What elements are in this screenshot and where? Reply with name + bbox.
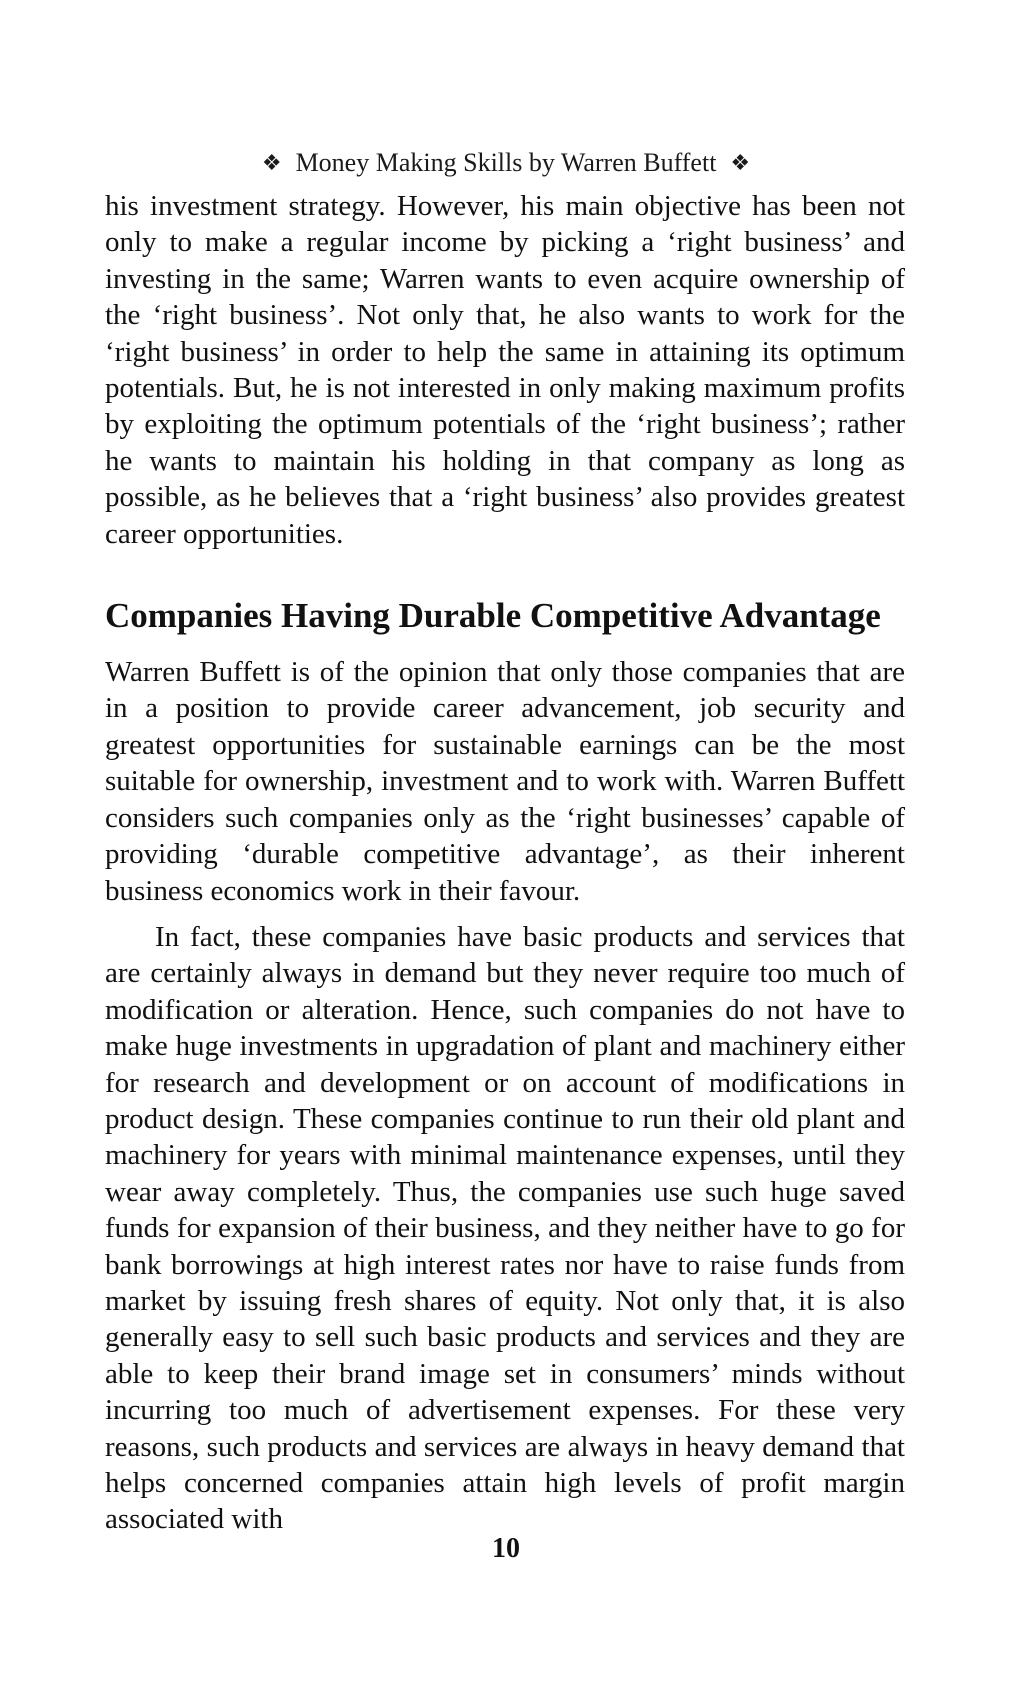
page-number: 10	[492, 1533, 520, 1564]
page-body	[105, 188, 905, 1538]
paragraph-section-2: In fact, these companies have basic products and services that are certainly always in demand but they never require too much of modification or alteration. Hence, such companies do not have to make huge investments in upgradation of plant and machinery either for research and development or on account of modifications in product design. These companies continue to run their old plant and machinery for years with minimal maintenance expenses, until they wear away completely. Thus, the companies use such huge saved funds for expansion of their business, and they neither have to go for bank borrowings at high interest rates nor have to raise funds from market by issuing fresh shares of equity. Not only that, it is also generally easy to sell such basic products and services and they are able to keep their brand image set in consumers’ minds without incurring too much of advertisement expenses. For these very reasons, such products and services are always in heavy demand that helps concerned companies attain high levels of profit margin associated with	[105, 920, 905, 1536]
paragraph-intro: his investment strategy. However, his main objective has been not only to make a regular income by picking a ‘right business’ and investing in the same; Warren wants to even acquire ownership of the ‘right business’. Not only that, he also wants to work for the ‘right business’ in order to help the same in attaining its optimum potentials. But, he is not interested in only making maximum profits by exploiting the optimum potentials of the ‘right business’; rather he wants to maintain his holding in that company as long as possible, as he believes that a ‘right business’ also provides greatest career opportunities.	[105, 190, 905, 550]
paragraph-section-1: Warren Buffett is of the opinion that only those companies that are in a position to provide career advancement, job security and greatest opportunities for sustainable earnings can be the most suitable for ownership, investment and to work with. Warren Buffett considers such companies only as the ‘right businesses’ capable of providing ‘durable competitive advantage’, as their inherent business economics work in their favour.	[105, 656, 905, 907]
ornament-right-icon: ❖	[730, 151, 751, 176]
running-header	[0, 146, 1012, 181]
section-heading: Companies Having Durable Competitive Advantage	[105, 596, 881, 636]
ornament-left-icon: ❖	[261, 151, 282, 176]
running-header-title: Money Making Skills by Warren Buffett	[295, 148, 717, 177]
section-heading-wrap	[105, 596, 905, 636]
